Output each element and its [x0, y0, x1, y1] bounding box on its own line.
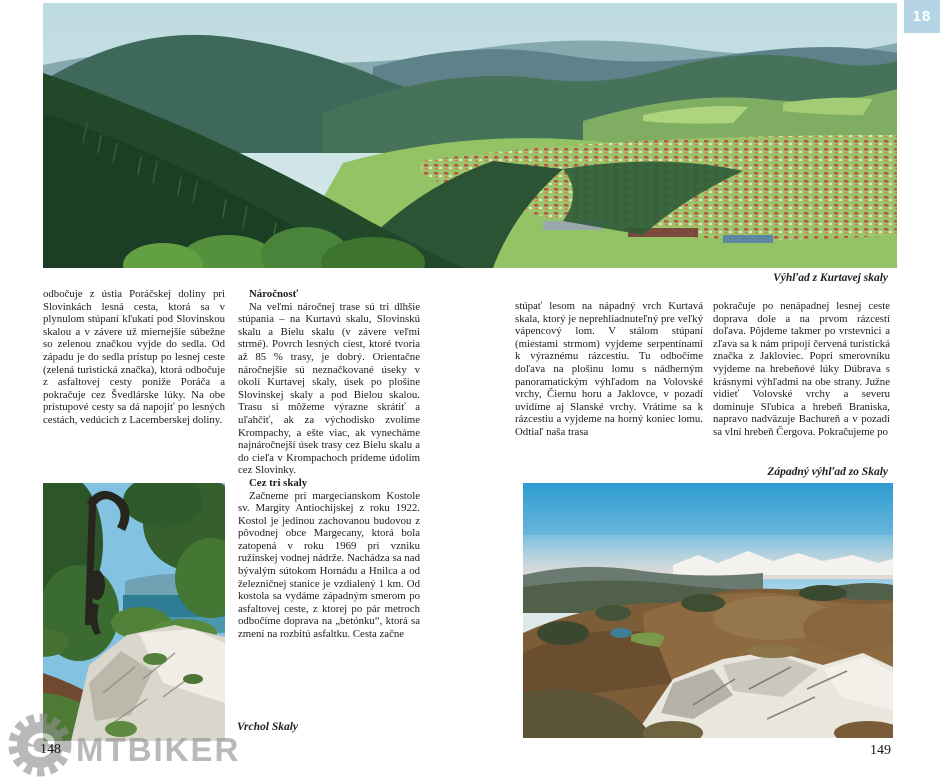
section-heading-cez-tri-skaly: Cez tri skaly	[249, 476, 308, 489]
autumn-view-photo	[523, 483, 893, 738]
panorama-caption: Výhľad z Kurtavej skaly	[773, 272, 888, 284]
panorama-photo	[43, 3, 897, 268]
page-number-left: 148	[40, 742, 61, 757]
panorama-photo-art	[43, 3, 897, 268]
left-photo-caption: Vrchol Skaly	[237, 721, 299, 733]
body-paragraph: Začneme pri margecianskom Kostole sv. Margity Antiochijskej z roku 1922. Kostol je jedinou zachovanou budovou z pôvodnej obce Margecany, ktorá bola zatopená v roku 1969 pri vzniku ružínskej vodnej nádrže. Nachádza sa nad bývalým sútokom Hornádu a Hnilca a od železničnej stanice je vzdialený 1 km. Od kostola sa vydáme západným smerom po asfaltovej ceste, z ktorej po pár metroch odbočíme doprava na „betónku“, ktorá sa zmení na rozbitú asfaltku. Cesta začne	[238, 489, 420, 641]
right-photo-caption: Západný výhľad zo Skaly	[767, 466, 888, 478]
page-number-right: 149	[870, 743, 891, 758]
body-paragraph: Na veľmi náročnej trase sú tri dlhšie stúpania – na Kurtavú skalu, Slovinskú skalu a Bielu skalu (v závere veľmi strmé). Povrch lesných ciest, ktoré tvoria až 85 % trasy, je dobrý. Orientačne náročnejšie sú neznačkované úseky v okolí Kurtavej skaly, úsek po plošine Slovinskej skaly a pod Bielou skalou. Trasu si môžeme výrazne skrátiť a uľahčiť, ak za východisko zvolíme Krompachy, a ešte viac, ak vynecháme najnáročnejší úsek trasy cez Bielu skalu a do cieľa v Krompachoch prídeme údolím cez Slovinky.	[238, 300, 420, 477]
body-paragraph: stúpať lesom na nápadný vrch Kurtavá skala, ktorý je neprehliadnuteľný pre veľký vápencový lom. V stálom stúpaní (miestami strmom) vyjdeme serpentínami k výraznému rázcestiu. Tu odbočíme doľava na plošinu lomu s nádherným panoramatickým výhľadom na Volovské vrchy, Čiernu horu a Jaklovce, v pozadí uvidíme aj Slanské vrchy. Vrátime sa k rázcestiu a vyjdeme na horný koniec lomu. Odtiaľ naša trasa	[515, 300, 703, 438]
autumn-view-photo-art	[523, 483, 893, 738]
section-heading-narocnost: Náročnosť	[249, 288, 299, 300]
summit-cross-photo-art	[43, 483, 225, 741]
chapter-tab-badge: 18	[904, 0, 940, 33]
body-paragraph: odbočuje z ústia Poráčskej doliny pri Slovinkách lesná cesta, ktorá sa v plynulom stúpaní kľukatí pod Slovinskou skalou a v závere už miernejšie súbežne so zelenou značkou vyjde do sedla. Od západu je do sedla prístup po lesnej ceste (zelená turistická značka), ktorá odbočuje z asfaltovej cesty poniže Poráča a pokračuje cez Švedlárske lúky. Na obe prístupové cesty sa dá napojiť po lesných cestách, vedúcich z Lacemberskej doliny.	[43, 288, 225, 426]
left-page-column-2	[238, 288, 420, 641]
body-paragraph: pokračuje po nenápadnej lesnej ceste doprava dole a na prvom rázcestí doľava. Pôjdeme takmer po vrstevnici a zľava sa k nám pripojí červená turistická značka z Jakloviec. Popri smerovníku vyjdeme na hrebeňové lúky Dúbrava s krásnymi výhľadmi na obe strany. Južne vidieť Volovské vrchy a severu dominuje Sľubica a hrebeň Braniska, napravo nadväzuje Bachureň a v pozadí sa vlní hrebeň Čergova. Pokračujeme po	[713, 300, 890, 438]
right-page-column-1	[515, 300, 703, 439]
mtbiker-watermark-text: MTBIKER	[76, 731, 241, 768]
left-page-column-1	[43, 288, 225, 427]
right-page-column-2	[713, 300, 890, 439]
summit-cross-photo	[43, 483, 225, 741]
